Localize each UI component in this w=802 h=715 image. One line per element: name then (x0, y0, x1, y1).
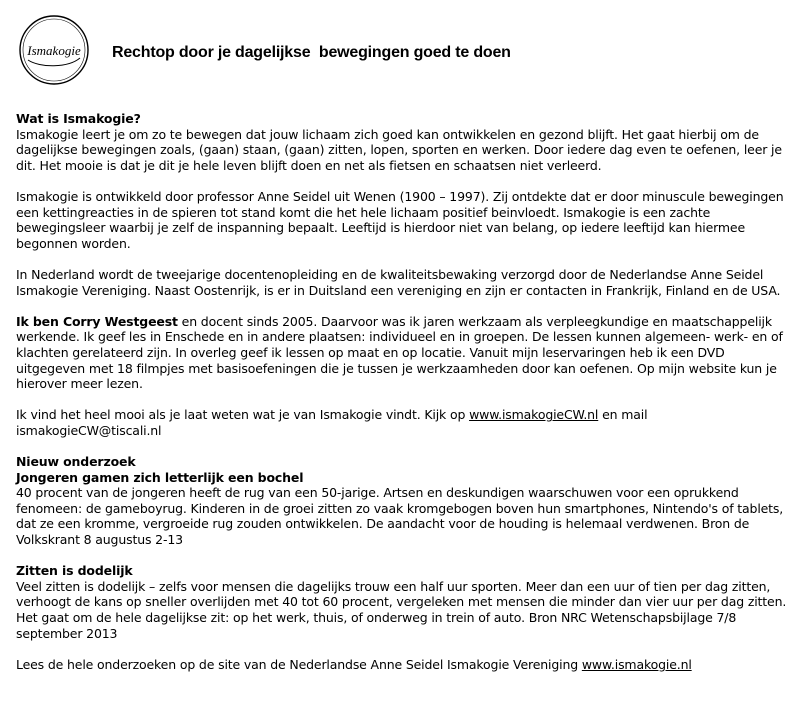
research-footer (16, 657, 788, 673)
about-paragraph-1 (16, 314, 788, 392)
page-title: Rechtop door je dagelijkse bewegingen goed te doen (112, 44, 511, 61)
intro-heading: Wat is Ismakogie? (16, 111, 141, 126)
research-footer-text: Lees de hele onderzoeken op de site van de Nederlandse Anne Seidel Ismakogie Vereniging (16, 656, 582, 672)
research-item-2-title: Zitten is dodelijk (16, 563, 133, 579)
association-link[interactable]: www.ismakogie.nl (581, 656, 692, 672)
intro-paragraph-2: Ismakogie is ontwikkeld door professor Anne Seidel uit Wenen (1900 – 1997). Zij ontdekte dat er door minuscule bewegingen een kettingreacties in de spieren tot stand komt die het hele lichaam positief beinvloedt. Ismakogie is een zachte bewegingsleer waarbij je zelf de inspanning bepaalt. Leeftijd is hierdoor niet van belang, op iedere leeftijd kan hiermee begonnen worden. (16, 188, 784, 251)
research-item-2-text: Veel zitten is dodelijk – zelfs voor mensen die dagelijks trouw een half uur sporten. Meer dan een uur of tien per dag zitten, verhoogt de kans op sneller overlijden met 40 tot 60 procent, vergeleken met mensen die minder dan vier uur per dag zitten. Het gaat om de hele dagelijkse zit: op het werk, thuis, of onderweg in trein of auto. Bron NRC Wetenschapsbijlage 7/8 september 2013 (16, 578, 787, 641)
main-content (16, 111, 788, 688)
logo-text: Ismakogie (27, 43, 81, 58)
research-item-1-text: 40 procent van de jongeren heeft de rug van een 50-jarige. Artsen en deskundigen waarschuwen voor een oprukkend fenomeen: de gameboyrug. Kinderen in de groei zitten zo vaak kromgebogen boven hun smartphones, Nintendo's of tablets, dat ze een kromme, vergroeide rug zouden ontwikkelen. De aandacht voor de houding is helemaal verdwenen. Bron de Volkskrant 8 augustus 2-13 (16, 485, 784, 548)
research-item-1-title: Jongeren gamen zich letterlijk een bochel (16, 469, 304, 485)
about-name: Ik ben Corry Westgeest (16, 313, 178, 329)
about-text: en docent sinds 2005. Daarvoor was ik jaren werkzaam als verpleegkundige en maatschappelijk werkende. Ik geef les in Enschede en in andere plaatsen: individueel en in groepen. De lessen kunnen algemeen- werk- en of klachten gerelateerd zijn. In overleg geef ik lessen op maat en op locatie. Vanuit mijn leservaringen heb ik een DVD uitgegeven met 18 filmpjes met basisoefeningen die je tussen je werkzaamheden door kan oefenen. Op mijn website kun je hierover meer lezen. (16, 313, 783, 392)
ismakogie-logo (18, 14, 90, 86)
research-heading: Nieuw onderzoek (16, 454, 136, 470)
research-section (16, 454, 788, 672)
about-mail-text: en mail ismakogieCW@tiscali.nl (16, 407, 648, 438)
logo-graphic (18, 14, 90, 86)
website-link[interactable]: www.ismakogieCW.nl (469, 407, 599, 423)
intro-paragraph-3: In Nederland wordt de tweejarige docentenopleiding en de kwaliteitsbewaking verzorgd door de Nederlandse Anne Seidel Ismakogie Vereniging. Naast Oostenrijk, is er in Duitsland een vereniging en zijn er contacten in Frankrijk, Finland en de USA. (16, 266, 781, 298)
intro-section (16, 111, 788, 173)
about-paragraph-2 (16, 407, 788, 438)
about-contact-text: Ik vind het heel mooi als je laat weten wat je van Ismakogie vindt. Kijk op (16, 407, 470, 423)
intro-paragraph-1: Ismakogie leert je om zo te bewegen dat jouw lichaam zich goed kan ontwikkelen en gezond blijft. Het gaat hierbij om de dagelijkse bewegingen zoals, (gaan) staan, (gaan) zitten, lopen, sporten en werken. Door iedere dag even te oefenen, leer je dit. Het mooie is dat je dit je hele leven blijft doen en net als fietsen en schaatsen niet verleerd. (16, 126, 782, 173)
